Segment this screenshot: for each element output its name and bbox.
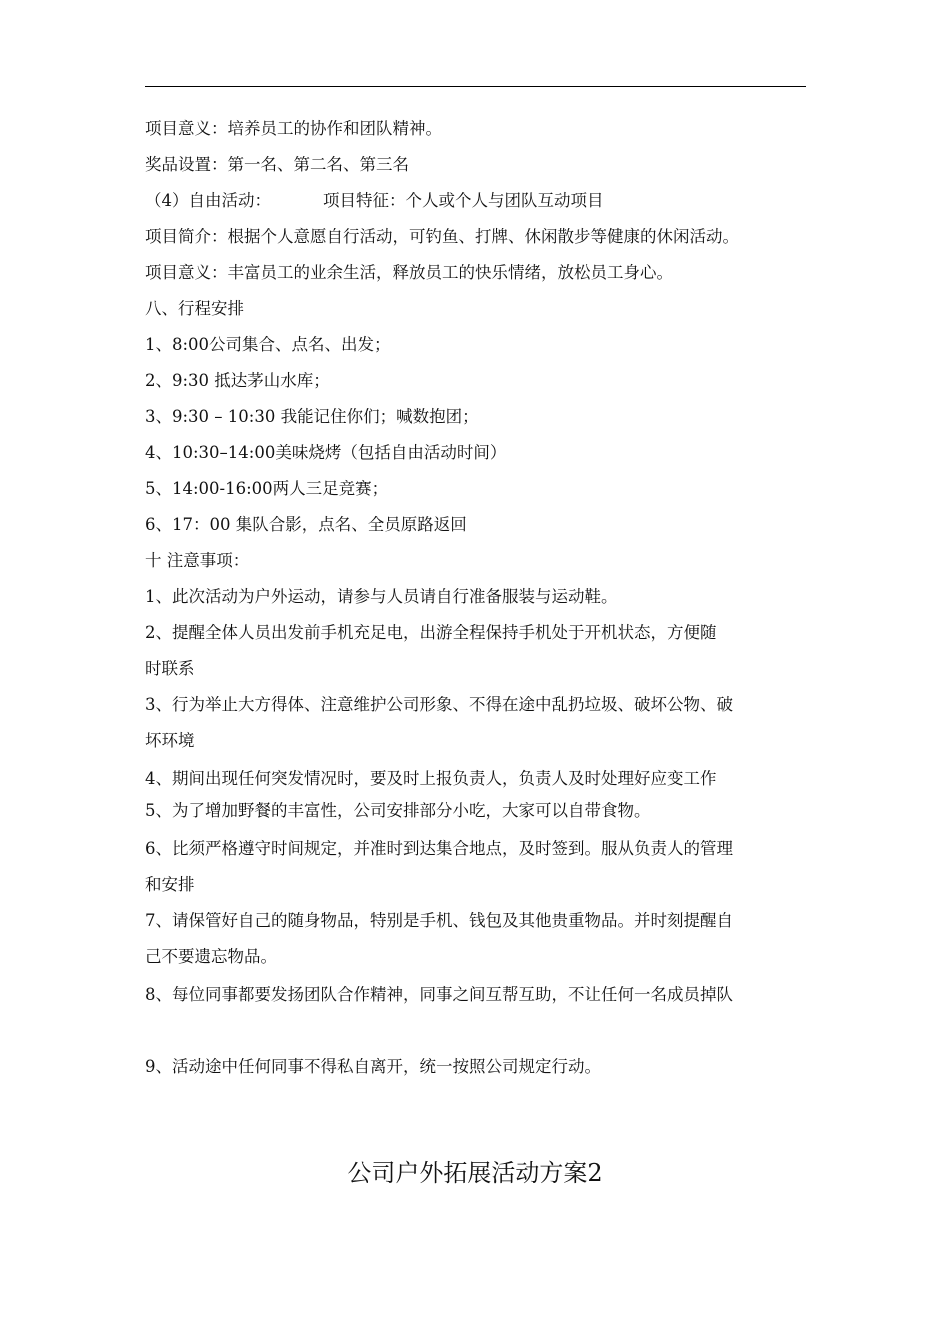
activity-label: （4）自由活动： xyxy=(145,191,271,210)
notice-item: 6、比须严格遵守时间规定，并准时到达集合地点，及时签到。服从负责人的管理 xyxy=(145,839,733,858)
activity-feature: 项目特征：个人或个人与团队互动项目 xyxy=(323,191,604,210)
paragraph-line: 奖品设置：第一名、第二名、第三名 xyxy=(145,155,409,174)
schedule-item: 2、9:30 抵达茅山水库； xyxy=(145,371,330,390)
header-rule xyxy=(145,86,806,87)
notice-item-cont: 和安排 xyxy=(145,875,195,894)
notice-item-cont: 时联系 xyxy=(145,659,195,678)
notice-item: 7、请保管好自己的随身物品，特别是手机、钱包及其他贵重物品。并时刻提醒自 xyxy=(145,911,733,930)
schedule-item: 3、9:30 – 10:30 我能记住你们；喊数抱团； xyxy=(145,407,479,426)
notice-item-cont: 己不要遗忘物品。 xyxy=(145,947,277,966)
paragraph-line: 项目简介：根据个人意愿自行活动，可钓鱼、打牌、休闲散步等健康的休闲活动。 xyxy=(145,227,739,246)
paragraph-line: 项目意义：丰富员工的业余生活，释放员工的快乐情绪，放松员工身心。 xyxy=(145,263,673,282)
schedule-item: 4、10:30–14:00美味烧烤（包括自由活动时间） xyxy=(145,443,507,462)
paragraph-line xyxy=(145,190,815,212)
notice-item: 1、此次活动为户外运动，请参与人员请自行准备服装与运动鞋。 xyxy=(145,587,618,606)
notice-item: 3、行为举止大方得体、注意维护公司形象、不得在途中乱扔垃圾、破坏公物、破 xyxy=(145,695,733,714)
notice-item: 2、提醒全体人员出发前手机充足电，出游全程保持手机处于开机状态，方便随 xyxy=(145,623,717,642)
paragraph-line: 项目意义：培养员工的协作和团队精神。 xyxy=(145,119,442,138)
section-heading: 八、行程安排 xyxy=(145,299,244,318)
notice-item: 4、期间出现任何突发情况时，要及时上报负责人，负责人及时处理好应变工作 xyxy=(145,769,717,788)
notice-item: 9、活动途中任何同事不得私自离开，统一按照公司规定行动。 xyxy=(145,1057,601,1076)
notice-item: 8、每位同事都要发扬团队合作精神，同事之间互帮互助，不让任何一名成员掉队 xyxy=(145,985,733,1004)
document-title: 公司户外拓展活动方案2 xyxy=(347,1159,603,1187)
schedule-item: 1、8:00公司集合、点名、出发； xyxy=(145,335,391,354)
schedule-item: 5、14:00-16:00两人三足竞赛； xyxy=(145,479,389,498)
schedule-item: 6、17：00 集队合影，点名、全员原路返回 xyxy=(145,515,467,534)
section-heading: 十 注意事项： xyxy=(145,551,250,570)
notice-item-cont: 坏环境 xyxy=(145,731,195,750)
notice-item: 5、为了增加野餐的丰富性，公司安排部分小吃，大家可以自带食物。 xyxy=(145,801,651,820)
